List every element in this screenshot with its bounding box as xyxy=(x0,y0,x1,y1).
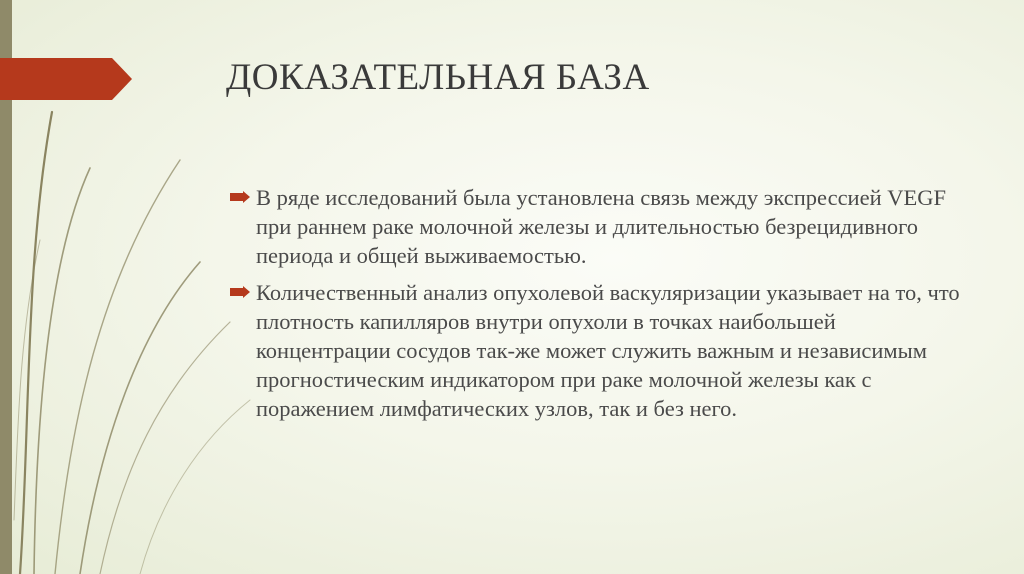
curve-line xyxy=(55,160,180,574)
bullet-text: В ряде исследований была установлена связь между экспрессией VEGF при раннем раке молочной железы и длительностью безрецидивного периода и общей выживаемостью. xyxy=(256,185,947,268)
bullet-item xyxy=(230,278,975,423)
arrow-banner-icon xyxy=(0,58,132,100)
slide-title: ДОКАЗАТЕЛЬНАЯ БАЗА xyxy=(226,57,650,98)
bullet-text: Количественный анализ опухолевой васкуляризации указывает на то, что плотность капилляров внутри опухоли в точках наибольшей концентрации сосудов так-же может служить важным и независимым прогностическим индикатором при раке молочной железы как с поражением лимфатических узлов, так и без него. xyxy=(256,280,960,421)
arrow-bullet-icon xyxy=(230,191,250,203)
bullet-list xyxy=(230,183,975,431)
bullet-item xyxy=(230,183,975,270)
arrow-bullet-icon xyxy=(230,286,250,298)
curve-line xyxy=(100,322,230,574)
curve-line xyxy=(80,262,200,574)
